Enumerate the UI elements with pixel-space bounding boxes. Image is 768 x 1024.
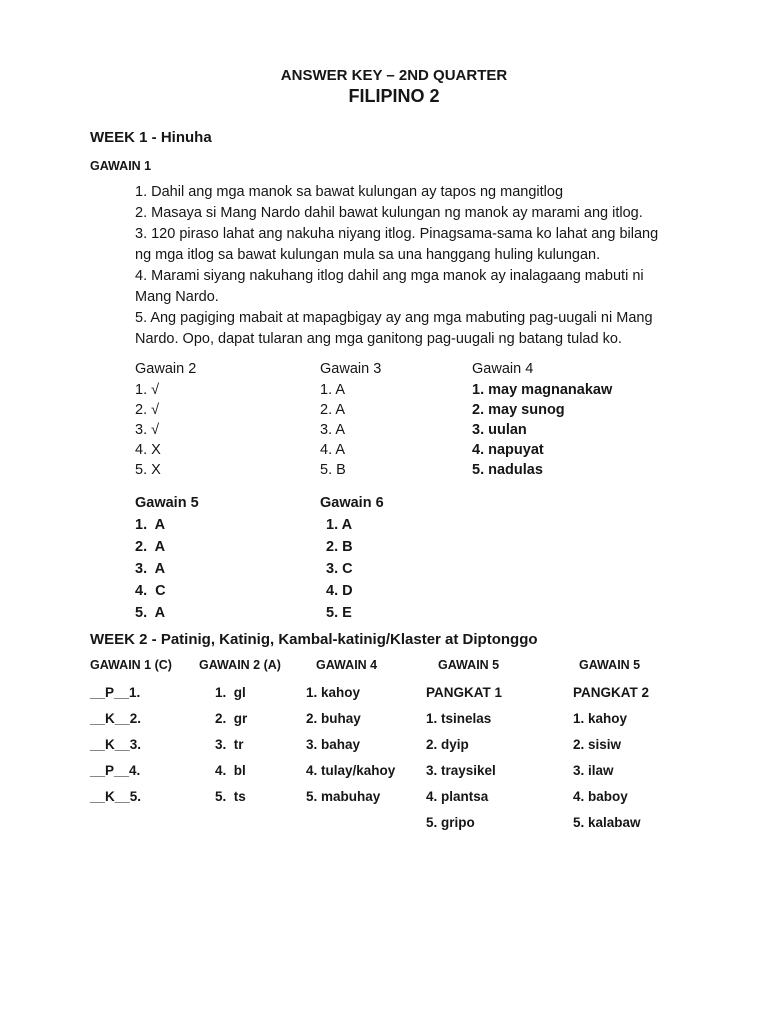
table-cell: 1. tsinelas	[426, 711, 492, 726]
gawain4-item: 2. may sunog	[472, 402, 565, 418]
gawain4-item: 1. may magnanakaw	[472, 382, 613, 398]
gawain3-item: 1. A	[320, 382, 345, 398]
gawain2-header: Gawain 2	[135, 361, 197, 377]
gawain2-column	[135, 358, 320, 480]
gawain2-item: 4. X	[135, 442, 161, 458]
week2-answer-table	[90, 657, 698, 840]
table-cell	[305, 814, 420, 840]
answer-key-title: ANSWER KEY – 2ND QUARTER	[280, 67, 508, 84]
gawain4-item: 4. napuyat	[472, 442, 544, 458]
table-cell: 3. bahay	[306, 737, 361, 752]
table-cell: 4. plantsa	[426, 789, 489, 804]
gawain5-column	[135, 492, 320, 624]
gawain4-item: 5. nadulas	[472, 462, 543, 478]
table-cell: PANGKAT 2	[573, 685, 650, 700]
column-header-cell: GAWAIN 2 (A)	[199, 658, 281, 672]
gawain4-header: Gawain 4	[472, 361, 534, 377]
gawain6-header: Gawain 6	[320, 495, 384, 511]
column-header-cell: GAWAIN 1 (C)	[90, 658, 172, 672]
gawain1-answers	[135, 182, 663, 350]
table-cell: 5. gripo	[426, 815, 475, 830]
gawain3-header: Gawain 3	[320, 361, 382, 377]
gawain-2-3-4-block	[135, 358, 698, 480]
table-cell: 3. ilaw	[573, 763, 614, 778]
table-cell: 5. kalabaw	[573, 815, 641, 830]
answer-item: 2. Masaya si Mang Nardo dahil bawat kulungan ng manok ay marami ang itlog.	[135, 205, 643, 221]
table-cell: 1. kahoy	[306, 685, 361, 700]
table-cell: __K__3.	[90, 737, 142, 752]
table-cell: __P__4.	[90, 763, 141, 778]
answer-item: 5. Ang pagiging mabait at mapagbigay ay ang mga mabuting pag-uugali ni Mang Nardo. Opo, dapat tularan ang mga ganitong pag-uugali ng batang tulad ko.	[135, 310, 653, 347]
gawain1-label: GAWAIN 1	[90, 159, 152, 173]
gawain-5-6-block	[135, 492, 698, 624]
gawain2-item: 3. √	[135, 422, 160, 438]
gawain6-item: 2. B	[326, 539, 353, 555]
table-cell: 5. mabuhay	[306, 789, 381, 804]
gawain5-item: 1. A	[135, 517, 166, 533]
gawain4-item: 3. uulan	[472, 422, 527, 438]
gawain6-item: 1. A	[326, 517, 353, 533]
table-cell: 5. ts	[215, 789, 246, 804]
table-cell: 1. gl	[215, 685, 246, 700]
gawain3-item: 5. B	[320, 462, 346, 478]
column-header-cell: GAWAIN 5	[579, 658, 641, 672]
table-cell: __K__2.	[90, 711, 142, 726]
table-cell: 1. kahoy	[573, 711, 628, 726]
table-cell: 2. buhay	[306, 711, 361, 726]
week2-heading: WEEK 2 - Patinig, Katinig, Kambal-katinig/Klaster at Diptonggo	[90, 631, 538, 648]
table-cell: 4. bl	[215, 763, 246, 778]
gawain5-item: 5. A	[135, 605, 166, 621]
column-header-cell: GAWAIN 4	[316, 658, 378, 672]
gawain3-column	[320, 358, 472, 480]
table-cell: 2. sisiw	[573, 737, 622, 752]
gawain2-item: 1. √	[135, 382, 160, 398]
table-cell: 2. gr	[215, 711, 248, 726]
gawain5-item: 2. A	[135, 539, 166, 555]
gawain3-item: 3. A	[320, 422, 345, 438]
document-title-block	[90, 66, 698, 107]
gawain2-item: 2. √	[135, 402, 160, 418]
table-cell: 2. dyip	[426, 737, 469, 752]
gawain5-header: Gawain 5	[135, 495, 199, 511]
answer-item: 4. Marami siyang nakuhang itlog dahil ang mga manok ay inalagaang mabuti ni Mang Nardo.	[135, 268, 644, 305]
gawain6-column	[320, 492, 384, 624]
table-cell: __P__1.	[90, 685, 141, 700]
week1-heading: WEEK 1 - Hinuha	[90, 129, 212, 146]
gawain6-item: 5. E	[326, 605, 352, 621]
answer-item: 3. 120 piraso lahat ang nakuha niyang itlog. Pinagsama-sama ko lahat ang bilang ng mga itlog sa bawat kulungan mula sa una hanggang huling kulungan.	[135, 226, 659, 263]
gawain5-item: 3. A	[135, 561, 166, 577]
table-cell: 4. baboy	[573, 789, 628, 804]
table-cell: __K__5.	[90, 789, 142, 804]
gawain5-item: 4. C	[135, 583, 166, 599]
table-cell	[90, 814, 199, 840]
table-cell: PANGKAT 1	[426, 685, 503, 700]
gawain2-item: 5. X	[135, 462, 161, 478]
gawain3-item: 2. A	[320, 402, 345, 418]
table-cell: 3. traysikel	[426, 763, 496, 778]
column-header-cell: GAWAIN 5	[438, 658, 500, 672]
subject-title: FILIPINO 2	[348, 86, 440, 106]
table-cell: 4. tulay/kahoy	[306, 763, 396, 778]
gawain6-item: 3. C	[326, 561, 353, 577]
table-cell: 3. tr	[215, 737, 244, 752]
gawain3-item: 4. A	[320, 442, 345, 458]
table-cell	[199, 814, 305, 840]
gawain6-item: 4. D	[326, 583, 353, 599]
answer-item: 1. Dahil ang mga manok sa bawat kulungan ay tapos ng mangitlog	[135, 184, 564, 200]
gawain4-column	[472, 358, 698, 480]
